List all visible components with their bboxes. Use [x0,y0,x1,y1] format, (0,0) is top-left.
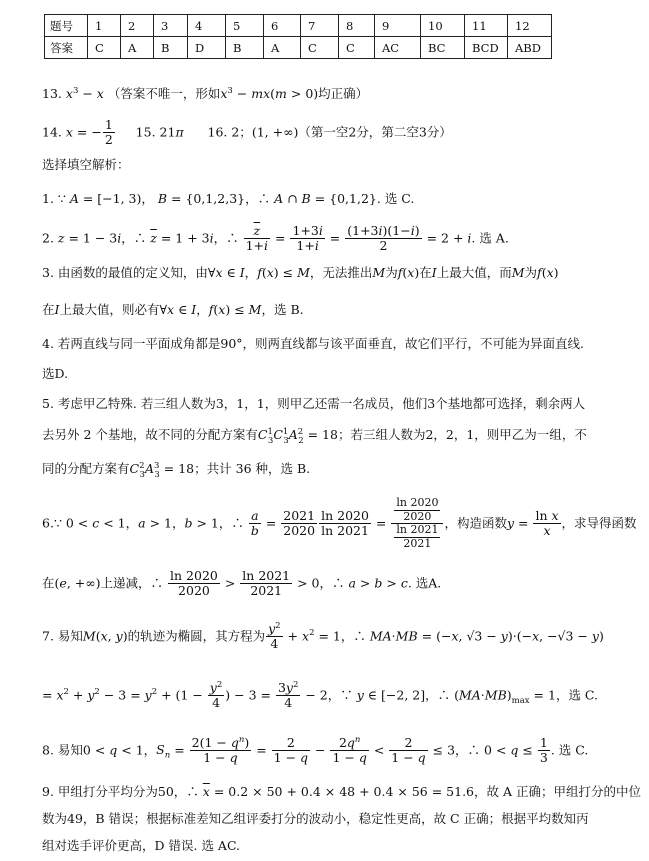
table-cell-question: 11 [465,15,508,37]
fraction: $\frac{y^2}{4}$ [268,620,281,652]
solution-2-number: 2. [42,230,54,246]
table-cell-question: 2 [121,15,154,37]
answer-13-note-tail: 均正确） [318,86,369,101]
solution-9-line-3: 组对选手评价更高，D 错误. 选 AC. [42,838,241,853]
text-segment: 同的分配方案有 [42,461,130,476]
fraction: $\frac{y^2}{4}$ [209,679,223,711]
solution-6-number: 6. [42,515,54,531]
fraction: $\frac{1+3i}{1+i}$ [292,223,323,254]
text-segment: . 选A. [407,575,442,591]
fraction: $\frac{2}{1 - q}$ [391,735,426,766]
text-segment: 上最大值，则必有 [59,302,160,317]
solution-3-line-1: 3. 由函数的最值的定义知，由∀x ∈ I，f(x) ≤ M，无法推出M为f(x)在I上最大值，而M为f(x) [42,265,559,280]
table-cell-answer: ABD [508,37,552,59]
text-segment: ，选 C. [555,687,599,703]
fraction: $\frac{(1+3i)(1-i)}{2}$ [347,223,420,254]
answers-14-16: 14. x = − $\frac{1}{2}$ 15. 21π 16. 2；(1, +∞)（第一空2分，第二空3分） [42,117,452,148]
fraction: $\frac{\ln 2021}{2021}$ [242,568,291,599]
solution-1: 1. ∵ A = [−1, 3)， B = {0,1,2,3}，∴ A ∩ B = {0,1,2}. 选 C. [42,191,415,206]
table-cell-question: 12 [508,15,552,37]
solution-1-choice: . 选 C. [376,191,415,206]
table-cell-answer: BC [421,37,465,59]
answer-13: 13. $x^3 - x$ （答案不唯一，形如$x^3 - mx(m > 0)$均正确） [42,85,369,101]
solution-9-line-1: 9. 甲组打分平均分为50，∴ $\overline{x} = 0.2 \times 50 + 0.4 \times 48 + 0.4 \times 56 = 51.6$，故 A 正确；甲组打分的中位 [42,784,641,799]
text-segment: 在 [42,302,55,317]
answer-13-number: 13. [42,86,62,101]
solution-7-line-2: = $x^2 + y^2 - 3 = y^2 + (1$ − $\frac{y^2}{4}$ ) − 3 = $\frac{3y^2}{4}$ − 2，∵ y ∈ [−2, 2]，∴ $(MA\cdot MB)_{max} = 1$，选 C. [42,679,599,711]
text-segment: 为 [524,265,538,280]
fraction: $\frac{2q^n}{1 - q}$ [332,734,367,766]
solution-3-line-2: 在I上最大值，则必有∀x ∈ I，f(x) ≤ M，选 B. [42,302,304,317]
solution-4-line-1: 4. 若两直线与同一平面成角都是90°，则两直线都与该平面垂直，故它们平行，不可能为异面直线. [42,336,585,351]
table-cell-question: 9 [375,15,421,37]
text-segment: ，求导得函数 [561,515,637,531]
fraction: $\frac{\ln 2020}{2020}$ [396,496,439,523]
solution-5-line-3: 同的分配方案有$C^2_3A^3_3 = 18$；共计 36 种，选 B. [42,460,311,480]
table-cell-answer: C [301,37,339,59]
text-segment: ，故 A 正确；甲组打分的中位 [474,784,641,799]
text-segment: ， [196,302,209,317]
text-segment: 3. 由函数的最值的定义知，由 [42,265,208,280]
answer-table [44,14,552,59]
solution-7-line-1: 7. 易知M(x, y)的轨迹为椭圆，其方程为 $\frac{y^2}{4}$ + $x^2 = 1$，∴ MA·MB = (−x, √3 − y)·(−x, −√3 − y) [42,620,604,652]
table-cell-answer: A [121,37,154,59]
text-segment: ；共计 36 种，选 B. [194,461,311,476]
text-segment: 上最大值，而 [436,265,512,280]
text-segment: 去另外 2 个基地，故不同的分配方案有 [42,427,258,442]
text-segment: 7. 易知 [42,628,83,644]
table-cell-answer: B [226,37,264,59]
fraction: $\frac{\ln 2021}{2021}$ [396,523,439,550]
text-segment: . 选 C. [550,742,589,758]
table-cell-answer: D [188,37,226,59]
solution-8: 8. 易知0 < q < 1，$S_n$ = $\frac{2(1 - q^n)}{1 - q}$ = $\frac{2}{1 - q}$ − $\frac{2q^n}{1 - q}$ < $\frac{2}{1 - q}$ ≤ 3，∴ 0 < q ≤ $\frac{1}{3}$ . 选 C. [42,734,589,766]
text-segment: ；若三组人数为2，2，1，则甲乙为一组，不 [337,427,587,442]
fraction: $\frac{3y^2}{4}$ [277,679,299,711]
table-cell-answer: A [264,37,301,59]
fraction: $\frac{2}{1 - q}$ [273,735,309,766]
text-segment: 上递减， [100,575,151,591]
text-segment: 的轨迹为椭圆，其方程为 [127,628,266,644]
answer-15: 15. 21 [135,124,176,140]
fraction: $\frac{1}{2}$ [104,117,113,148]
table-header-answer: 答案 [45,37,88,59]
solution-2-choice: . 选 A. [471,230,509,246]
fraction: $\frac{1}{3}$ [539,735,548,766]
answer-14-number: 14. [42,124,62,140]
fraction: $\frac{2021}{2020}$ [283,507,316,539]
table-cell-question: 10 [421,15,465,37]
table-cell-answer: C [88,37,121,59]
table-cell-question: 5 [226,15,264,37]
answer-16: 16. 2； [207,124,252,140]
text-segment: 9. 甲组打分平均分为50， [42,784,187,799]
text-segment: 8. 易知 [42,742,83,758]
solution-9-line-2: 数为49，B 错误；根据标准差知乙组评委打分的波动小，稳定性更高，故 C 正确；根据平均数知丙 [42,811,589,826]
table-header-question: 题号 [45,15,88,37]
table-cell-question: 1 [88,15,121,37]
fraction: $\frac{\text{ln x}}{x}$ [535,507,559,539]
solution-5-line-1: 5. 考虑甲乙特殊. 若三组人数为3，1，1，则甲乙还需一名成员，他们3个基地都可选择，剩余两人 [42,396,586,411]
table-cell-question: 4 [188,15,226,37]
table-cell-answer: AC [375,37,421,59]
fraction: $\frac{\overline{z}}{1+i}$ [245,223,269,254]
solution-5-line-2: 去另外 2 个基地，故不同的分配方案有$C^1_3C^1_3A^2_2 = 18$；若三组人数为2，2，1，则甲乙为一组，不 [42,426,587,446]
text-segment: 在 [419,265,432,280]
text-segment: ，构造函数 [444,515,507,531]
table-cell-question: 3 [154,15,188,37]
answer-16-note: （第一空2分，第二空3分） [298,124,452,140]
fraction [391,497,443,551]
table-cell-answer: BCD [465,37,508,59]
section-title: 选择填空解析： [42,157,130,172]
fraction: $\frac{2(1 - q^n)}{1 - q}$ [191,734,250,766]
table-cell-question: 8 [339,15,375,37]
table-row-questions [45,15,552,37]
text-segment: 为 [385,265,398,280]
solution-6-line-2: 在(e, +∞)上递减，∴ $\frac{\ln 2020}{2020}$ > $\frac{\ln 2021}{2021}$ > 0，∴ a > b > c. 选A. [42,568,442,599]
solution-4-line-2: 选D. [42,366,69,381]
table-cell-answer: C [339,37,375,59]
fraction: $\frac{a}{b}$ [250,507,259,539]
table-row-answers [45,37,552,59]
text-segment: 在 [42,575,55,591]
table-cell-answer: B [154,37,188,59]
fraction: $\frac{\ln 2020}{\ln 2021}$ [321,507,369,539]
text-segment: ，选 B. [261,302,304,317]
answer-13-note: （答案不唯一，形如 [107,86,221,101]
table-cell-question: 7 [301,15,339,37]
fraction: $\frac{\ln 2020}{2020}$ [170,568,218,599]
table-cell-question: 6 [264,15,301,37]
solution-6-line-1: 6.∵ 0 < c < 1，a > 1，b > 1，∴ $\frac{a}{b}$ = $\frac{2021}{2020}$ $\frac{\ln 2020}{\ln 2021}$ = $\frac{\frac{\ln 2020}{2020}}{\frac{\ln 2021}{2021}}$ ，构造函数y = $\frac{\text{ln x}}{x}$ ，求导得函数 [42,496,637,550]
solution-1-number: 1. [42,191,54,206]
solution-2: 2. z = 1 − 3i，∴ $\overline{z} = 1 + 3i$，∴ $\frac{\overline{z}}{1+i}$ = $\frac{1+3i}{1+i}$ = $\frac{(1+3i)(1-i)}{2}$ = 2 + i. 选 A. [42,223,509,254]
text-segment: ，无法推出 [309,265,373,280]
